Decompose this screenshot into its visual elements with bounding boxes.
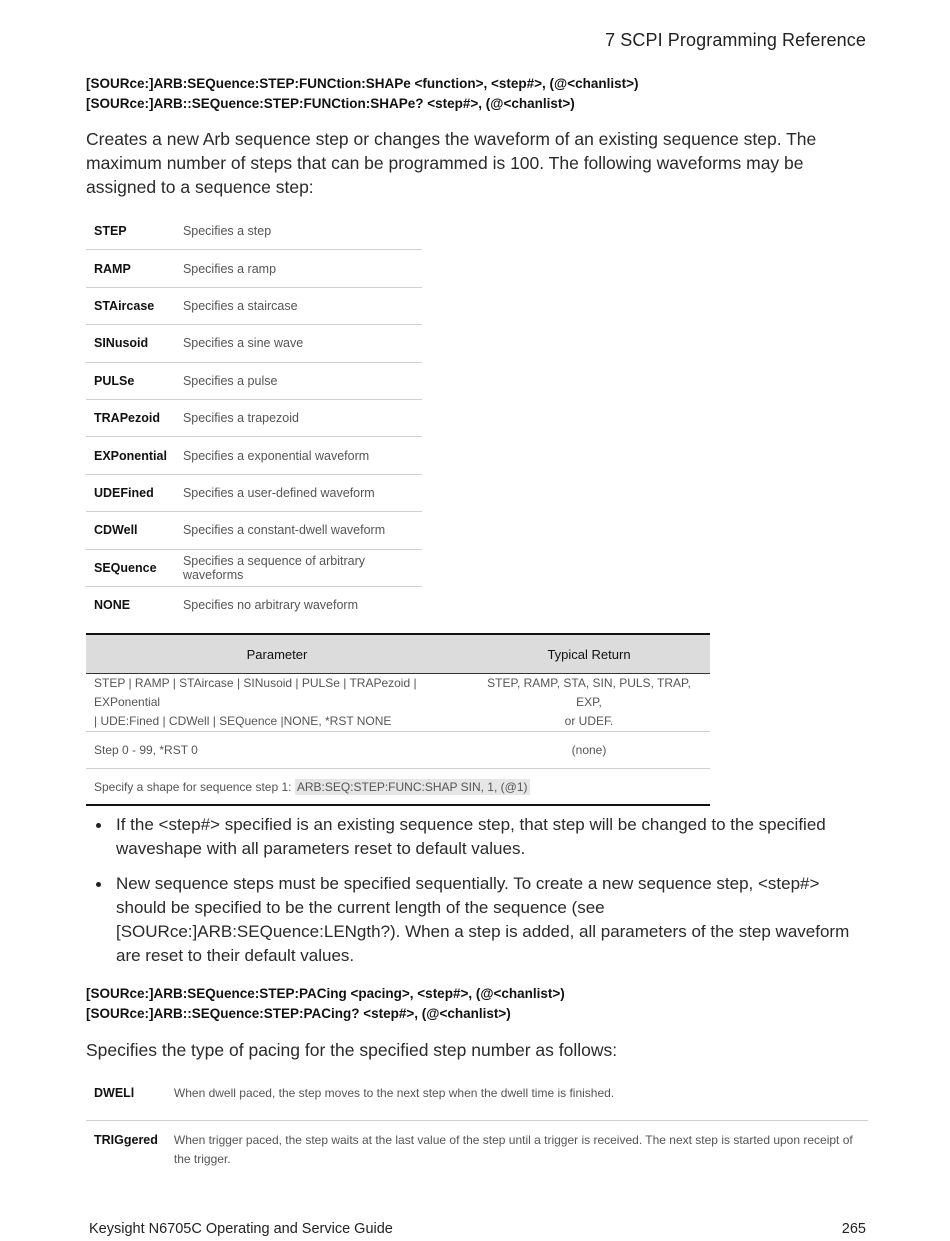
table-row bbox=[86, 250, 422, 287]
shape-set-syntax: [SOURce:]ARB:SEQuence:STEP:FUNCtion:SHAPe <function>, <step#>, (@<chanlist>) bbox=[86, 76, 639, 91]
parameter-table bbox=[86, 633, 710, 806]
shape-table bbox=[86, 213, 422, 623]
example-cell bbox=[86, 769, 710, 806]
pacing-desc: When trigger paced, the step waits at the last value of the step until a trigger is received. The next step is started upon receipt of the trigger. bbox=[173, 1133, 853, 1166]
shape-desc: Specifies a pulse bbox=[175, 362, 422, 399]
footer-guide-title: Keysight N6705C Operating and Service Guide bbox=[89, 1221, 393, 1237]
pacing-desc: When dwell paced, the step moves to the next step when the dwell time is finished. bbox=[166, 1075, 868, 1121]
table-row bbox=[86, 325, 422, 362]
column-header-return: Typical Return bbox=[468, 634, 710, 674]
table-row bbox=[86, 362, 422, 399]
table-row bbox=[86, 437, 422, 474]
note-text: If the <step#> specified is an existing sequence step, that step will be changed to the specified waveshape with all parameters reset to default values. bbox=[116, 815, 826, 858]
note-text: New sequence steps must be specified sequentially. To create a new sequence step, <step#> should be specified to be the current length of the sequence (see [SOURce:]ARB:SEQuence:LENgth?). When a step is added, all parameters of the step waveform are reset to their default values. bbox=[116, 874, 850, 965]
bullet-icon bbox=[96, 823, 101, 828]
table-row bbox=[86, 1121, 868, 1170]
return-cell bbox=[468, 674, 710, 732]
shape-name: SEQuence bbox=[86, 549, 175, 586]
pacing-name: DWELl bbox=[86, 1075, 166, 1121]
shape-name: TRAPezoid bbox=[86, 399, 175, 436]
table-row bbox=[86, 732, 710, 769]
shape-name: CDWell bbox=[86, 512, 175, 549]
table-header-row bbox=[86, 634, 710, 674]
return-line: or UDEF. bbox=[564, 714, 614, 728]
list-item bbox=[94, 872, 874, 968]
shape-name: NONE bbox=[94, 598, 131, 613]
pacing-description: Specifies the type of pacing for the specified step number as follows: bbox=[86, 1040, 618, 1060]
table-row bbox=[86, 674, 710, 732]
shape-description: Creates a new Arb sequence step or changes the waveform of an existing sequence step. The maximum number of steps that can be programmed is 100. The following waveforms may be assigned to a sequence step: bbox=[86, 129, 817, 197]
return-line: STEP, RAMP, STA, SIN, PULS, TRAP, EXP, bbox=[487, 676, 691, 709]
shape-name: UDEFined bbox=[86, 474, 175, 511]
table-row bbox=[86, 399, 422, 436]
pacing-table bbox=[86, 1075, 868, 1169]
table-row bbox=[86, 287, 422, 324]
table-row bbox=[86, 549, 422, 586]
shape-desc: Specifies a sine wave bbox=[175, 325, 422, 362]
shape-name: SINusoid bbox=[86, 325, 175, 362]
shape-desc: Specifies a step bbox=[175, 213, 422, 250]
example-label: Specify a shape for sequence step 1: bbox=[94, 779, 292, 794]
shape-name: PULSe bbox=[86, 362, 175, 399]
parameter-line: STEP | RAMP | STAircase | SINusoid | PULSe | TRAPezoid | EXPonential bbox=[94, 676, 417, 709]
shape-desc: Specifies a user-defined waveform bbox=[175, 474, 422, 511]
shape-desc: Specifies a constant-dwell waveform bbox=[175, 512, 422, 549]
list-item bbox=[94, 813, 874, 861]
table-row bbox=[86, 512, 422, 549]
table-row bbox=[86, 1075, 868, 1121]
return-cell: (none) bbox=[468, 732, 710, 769]
column-header-parameter: Parameter bbox=[86, 634, 468, 674]
table-row bbox=[86, 586, 422, 623]
page-number: 265 bbox=[841, 1221, 866, 1237]
table-row bbox=[86, 213, 422, 250]
table-row bbox=[86, 474, 422, 511]
shape-desc: Specifies a ramp bbox=[175, 250, 422, 287]
shape-desc: Specifies a staircase bbox=[175, 287, 422, 324]
parameter-line: | UDE:Fined | CDWell | SEQuence |NONE, *RST NONE bbox=[94, 714, 392, 728]
pacing-command bbox=[86, 984, 565, 1024]
pacing-name: TRIGgered bbox=[94, 1133, 158, 1147]
shape-desc: Specifies no arbitrary waveform bbox=[182, 598, 359, 613]
shape-desc: Specifies a sequence of arbitrary waveforms bbox=[175, 549, 422, 586]
parameter-cell bbox=[86, 674, 468, 732]
shape-name: RAMP bbox=[86, 250, 175, 287]
shape-desc: Specifies a trapezoid bbox=[175, 399, 422, 436]
notes-list bbox=[94, 813, 874, 979]
bullet-icon bbox=[96, 882, 101, 887]
parameter-cell: Step 0 - 99, *RST 0 bbox=[86, 732, 468, 769]
table-row bbox=[86, 769, 710, 806]
shape-name: STEP bbox=[86, 213, 175, 250]
pacing-set-syntax: [SOURce:]ARB:SEQuence:STEP:PACing <pacing>, <step#>, (@<chanlist>) bbox=[86, 986, 565, 1001]
section-header: 7 SCPI Programming Reference bbox=[605, 30, 866, 50]
shape-name: EXPonential bbox=[86, 437, 175, 474]
shape-desc: Specifies a exponential waveform bbox=[175, 437, 422, 474]
shape-name: STAircase bbox=[86, 287, 175, 324]
pacing-query-syntax: [SOURce:]ARB::SEQuence:STEP:PACing? <step#>, (@<chanlist>) bbox=[86, 1006, 511, 1021]
shape-query-syntax: [SOURce:]ARB::SEQuence:STEP:FUNCtion:SHAPe? <step#>, (@<chanlist>) bbox=[86, 96, 575, 111]
example-code: ARB:SEQ:STEP:FUNC:SHAP SIN, 1, (@1) bbox=[296, 779, 528, 794]
shape-command bbox=[86, 74, 639, 114]
